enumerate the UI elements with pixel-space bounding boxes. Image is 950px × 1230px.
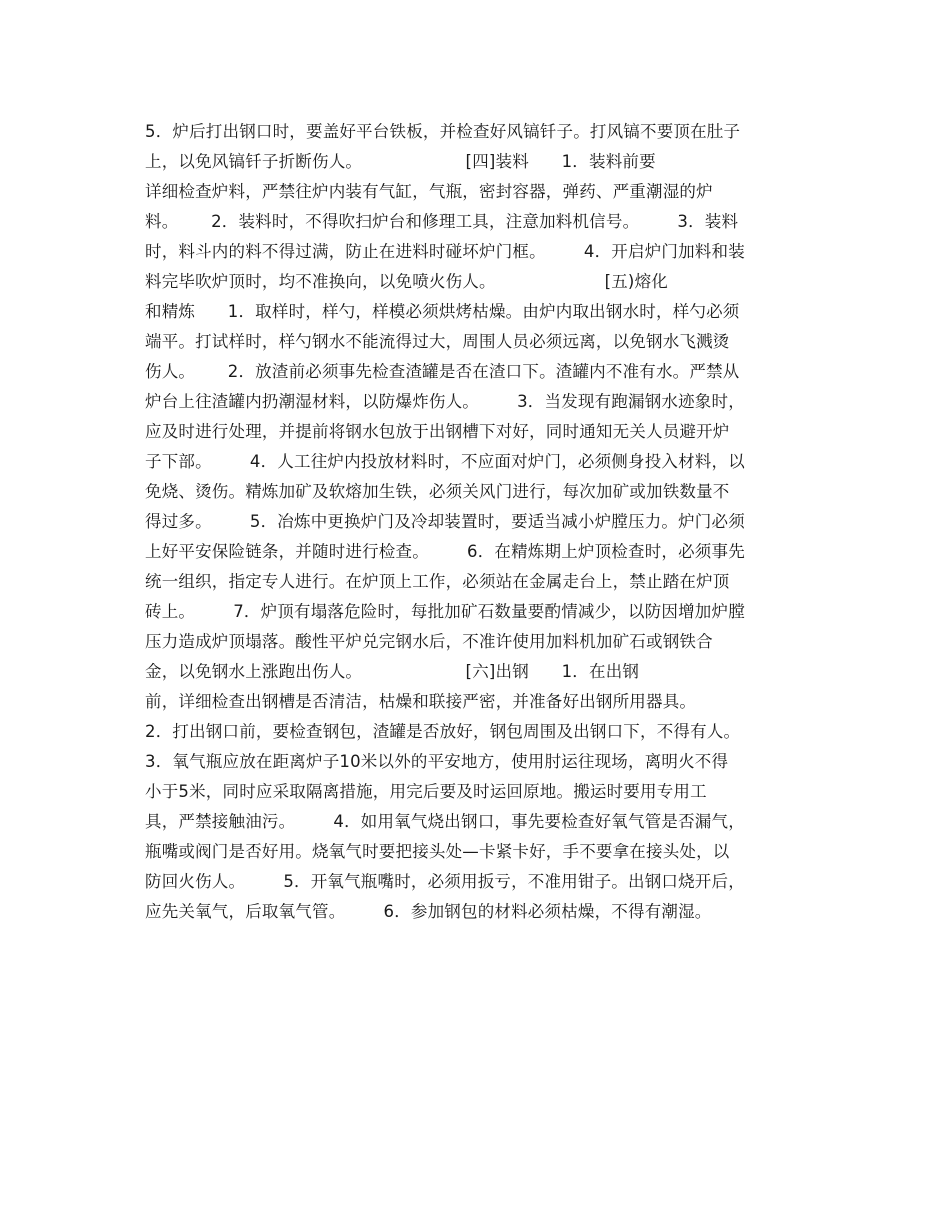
text-line: 料。 2．装料时，不得吹扫炉台和修理工具，注意加料机信号。 3．装料: [145, 212, 739, 231]
text-line: 2．打出钢口前，要检查钢包，渣罐是否放好，钢包周围及出钢口下，不得有人。: [145, 722, 741, 741]
text-line: 统一组织，指定专人进行。在炉顶上工作，必须站在金属走台上，禁止踏在炉顶: [145, 572, 730, 591]
text-line: 压力造成炉顶塌落。酸性平炉兑完钢水后，不准许使用加料机加矿石或钢铁合: [145, 632, 713, 651]
text-line: 时，料斗内的料不得过满，防止在进料时碰坏炉门框。 4．开启炉门加料和装: [145, 242, 745, 261]
text-line: 和精炼 1．取样时，样勺，样模必须烘烤枯燥。由炉内取出钢水时，样勺必须: [145, 302, 740, 321]
text-line: 砖上。 7．炉顶有塌落危险时，每批加矿石数量要酌情减少，以防因增加炉膛: [145, 602, 745, 621]
text-line: 小于5米，同时应采取隔离措施，用完后要及时运回原地。搬运时要用专用工: [145, 782, 707, 801]
text-line: 子下部。 4．人工往炉内投放材料时，不应面对炉门，必须侧身投入材料，以: [145, 452, 745, 471]
text-line: 防回火伤人。 5．开氧气瓶嘴时，必须用扳亏，不准用钳子。出钢口烧开后，: [145, 872, 745, 891]
text-line: 上好平安保险链条，并随时进行检查。 6．在精炼期上炉顶检查时，必须事先: [145, 542, 745, 561]
text-line: 上，以免风镐钎子折断伤人。 [四]装料 1．装料前要: [145, 152, 656, 171]
text-line: 3．氧气瓶应放在距离炉子10米以外的平安地方，使用肘运往现场，离明火不得: [145, 752, 729, 771]
text-line: 伤人。 2．放渣前必须事先检查渣罐是否在渣口下。渣罐内不准有水。严禁从: [145, 362, 740, 381]
text-line: 5．炉后打出钢口时，要盖好平台铁板，并检查好风镐钎子。打风镐不要顶在肚子: [145, 122, 741, 141]
text-line: 应先关氧气，后取氧气管。 6．参加钢包的材料必须枯燥，不得有潮湿。: [145, 902, 712, 921]
text-line: 端平。打试样时，样勺钢水不能流得过大，周围人员必须远离，以免钢水飞溅烫: [145, 332, 730, 351]
text-line: 得过多。 5．冶炼中更换炉门及冷却装置时，要适当减小炉膛压力。炉门必须: [145, 512, 745, 531]
text-line: 前，详细检查出钢槽是否清洁，枯燥和联接严密，并准备好出钢所用器具。: [145, 692, 697, 711]
text-line: 瓶嘴或阀门是否好用。烧氧气时要把接头处—卡紧卡好，手不要拿在接头处，以: [145, 842, 730, 861]
text-line: 应及时进行处理，并提前将钢水包放于出钢槽下对好，同时通知无关人员避开炉: [145, 422, 730, 441]
text-line: 料完毕吹炉顶时，均不准换向，以免喷火伤人。 [五)熔化: [145, 272, 668, 291]
text-line: 详细检查炉料，严禁往炉内装有气缸，气瓶，密封容器，弹药、严重潮湿的炉: [145, 182, 713, 201]
text-line: 免烧、烫伤。精炼加矿及软熔加生铁，必须关风门进行，每次加矿或加铁数量不: [145, 482, 730, 501]
text-line: 金，以免钢水上涨跑出伤人。 [六]出钢 1．在出钢: [145, 662, 640, 681]
text-line: 炉台上往渣罐内扔潮湿材料，以防爆炸伤人。 3．当发现有跑漏钢水迹象时，: [145, 392, 745, 411]
text-line: 具，严禁接触油污。 4．如用氧气烧出钢口，事先要检查好氧气管是否漏气，: [145, 812, 745, 831]
